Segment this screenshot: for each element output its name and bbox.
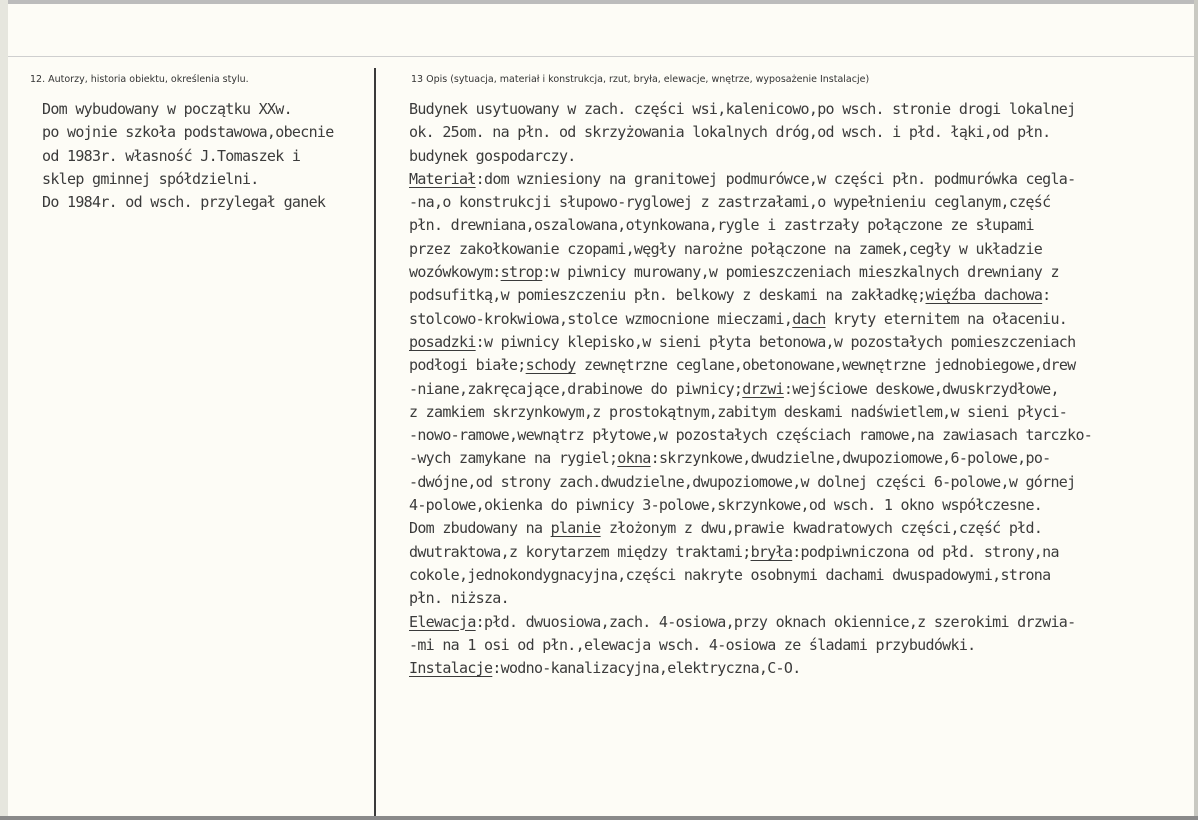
text-segment: ok. 25om. na płn. od skrzyżowania lokalnych dróg,od wsch. i płd. łąki,od płn. — [409, 123, 1051, 142]
text-segment: wozówkowym: — [409, 263, 501, 282]
text-segment: stolcowo-krokwiowa,stolce wzmocnione mieczami, — [409, 309, 793, 328]
text-segment: :w piwnicy klepisko,w sieni płyta betonowa,w pozostałych pomieszczeniach — [475, 332, 1076, 351]
underlined-heading: bryła — [750, 542, 793, 561]
text-segment: dwutraktowa,z korytarzem między traktami; — [409, 542, 751, 561]
text-segment: 4-polowe,okienka do piwnicy 3-polowe,skrzynkowe,od wsch. 1 okno współczesne. — [409, 496, 1043, 515]
description-line — [409, 284, 1195, 307]
description-line — [409, 191, 1195, 214]
description-line — [409, 657, 1195, 680]
description-line — [409, 261, 1195, 284]
page-border-bottom — [0, 816, 1198, 820]
text-segment: podłogi białe; — [409, 356, 526, 375]
history-line — [42, 98, 372, 121]
page-border-top — [0, 0, 1198, 4]
description-line — [409, 494, 1195, 517]
text-segment: :płd. dwuosiowa,zach. 4-osiowa,przy oknach okiennice,z szerokimi drzwia- — [475, 612, 1076, 631]
text-segment: :dom wzniesiony na granitowej podmurówce,w części płn. podmurówka cegla- — [475, 169, 1076, 188]
text-segment: Dom zbudowany na — [409, 519, 551, 538]
text-segment: :wejściowe deskowe,dwuskrzydłowe, — [783, 379, 1059, 398]
underlined-heading: schody — [525, 356, 576, 375]
description-line — [409, 401, 1195, 424]
history-line — [42, 145, 372, 168]
text-segment: budynek gospodarczy. — [409, 146, 576, 165]
history-line — [42, 121, 372, 144]
text-segment: :w piwnicy murowany,w pomieszczeniach mieszkalnych drewniany z — [542, 263, 1059, 282]
text-segment: -mi na 1 osi od płn.,elewacja wsch. 4-osiowa ze śladami przybudówki. — [409, 635, 976, 654]
text-segment: zewnętrzne ceglane,obetonowane,wewnętrzne jednobiegowe,drew — [575, 356, 1076, 375]
text-segment: :podpiwniczona od płd. strony,na — [792, 542, 1059, 561]
text-segment: złożonym z dwu,prawie kwadratowych części,część płd. — [600, 519, 1043, 538]
text-segment: cokole,jednokondygnacyjna,części nakryte osobnymi dachami dwuspadowymi,strona — [409, 565, 1051, 584]
description-text-block — [409, 98, 1195, 680]
text-segment: po wojnie szkoła podstawowa,obecnie — [42, 123, 334, 142]
description-line — [409, 517, 1195, 540]
underlined-heading: okna — [617, 449, 651, 468]
underlined-heading: strop — [500, 263, 543, 282]
text-segment: -dwójne,od strony zach.dwudzielne,dwupoziomowe,w dolnej części 6-polowe,w górnej — [409, 472, 1076, 491]
text-segment: sklep gminnej spółdzielni. — [42, 169, 259, 188]
text-segment: płn. drewniana,oszalowana,otynkowana,rygle i zastrzały połączone ze słupami — [409, 216, 1034, 235]
description-line — [409, 168, 1195, 191]
underlined-heading: drzwi — [742, 379, 784, 398]
history-line — [42, 168, 372, 191]
description-line — [409, 634, 1195, 657]
underlined-heading: Materiał — [409, 169, 476, 188]
text-segment: przez zakołkowanie czopami,węgły narożne połączone na zamek,cegły w układzie — [409, 239, 1043, 258]
description-line — [409, 331, 1195, 354]
text-segment: płn. niższa. — [409, 589, 509, 608]
description-line — [409, 564, 1195, 587]
text-segment: -na,o konstrukcji słupowo-ryglowej z zastrzałami,o wypełnieniu ceglanym,część — [409, 193, 1051, 212]
description-line — [409, 98, 1195, 121]
text-segment: Do 1984r. od wsch. przylegał ganek — [42, 193, 326, 212]
page-border-left — [0, 0, 8, 820]
description-line — [409, 238, 1195, 261]
text-segment: -nowo-ramowe,wewnątrz płytowe,w pozostałych częściach ramowe,na zawiasach tarczko- — [409, 426, 1093, 445]
description-line — [409, 308, 1195, 331]
text-segment: od 1983r. własność J.Tomaszek i — [42, 146, 301, 165]
description-line — [409, 541, 1195, 564]
text-segment: :wodno-kanalizacyjna,elektryczna,C-O. — [492, 659, 801, 678]
description-line — [409, 587, 1195, 610]
text-segment: -wych zamykane na rygiel; — [409, 449, 618, 468]
underlined-heading: Instalacje — [409, 659, 493, 678]
text-segment: kryty eternitem na ołaceniu. — [825, 309, 1068, 328]
section-12-header: 12. Autorzy, historia obiektu, określenia stylu. — [30, 74, 249, 85]
description-line — [409, 471, 1195, 494]
text-segment: -niane,zakręcające,drabinowe do piwnicy; — [409, 379, 743, 398]
underlined-heading: posadzki — [409, 332, 476, 351]
column-divider — [374, 68, 376, 816]
description-line — [409, 378, 1195, 401]
text-segment: : — [1042, 286, 1051, 305]
text-segment: z zamkiem skrzynkowym,z prostokątnym,zabitym deskami nadświetlem,w sieni płyci- — [409, 402, 1068, 421]
text-segment: :skrzynkowe,dwudzielne,dwupoziomowe,6-polowe,po- — [650, 449, 1051, 468]
text-segment: podsufitką,w pomieszczeniu płn. belkowy z deskami na zakładkę; — [409, 286, 926, 305]
description-line — [409, 145, 1195, 168]
description-line — [409, 611, 1195, 634]
header-rule — [8, 56, 1194, 57]
description-line — [409, 447, 1195, 470]
description-line — [409, 214, 1195, 237]
text-segment: Budynek usytuowany w zach. części wsi,kalenicowo,po wsch. stronie drogi lokalnej — [409, 100, 1076, 118]
underlined-heading: dach — [792, 309, 826, 328]
history-line — [42, 191, 372, 214]
section-13-header: 13 Opis (sytuacja, materiał i konstrukcja, rzut, bryła, elewacje, wnętrze, wyposażenie Instalacje) — [411, 74, 870, 85]
description-line — [409, 424, 1195, 447]
underlined-heading: planie — [550, 519, 601, 538]
underlined-heading: Elewacja — [409, 612, 476, 631]
history-text-block — [42, 98, 372, 214]
underlined-heading: więźba dachowa — [925, 286, 1043, 305]
description-line — [409, 121, 1195, 144]
text-segment: Dom wybudowany w początku XXw. — [42, 100, 292, 118]
description-line — [409, 354, 1195, 377]
